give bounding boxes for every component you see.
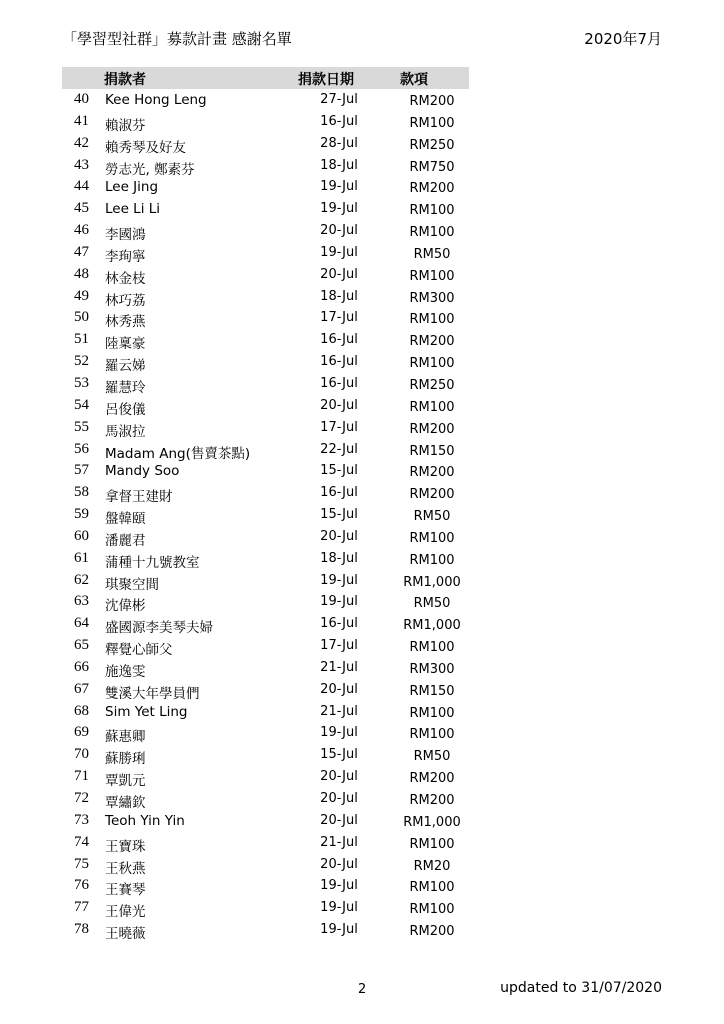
table-row: [62, 570, 469, 592]
donor-name: 李國鴻: [105, 227, 146, 244]
donor-name: 羅云娣: [105, 358, 146, 375]
row-number: 52: [74, 353, 89, 370]
donation-date: 19-Jul: [320, 900, 358, 916]
donation-date: 16-Jul: [320, 332, 358, 348]
donation-amount: RM50: [413, 246, 451, 262]
donation-date: 18-Jul: [320, 288, 358, 304]
table-row: [62, 89, 469, 111]
donation-date: 20-Jul: [320, 791, 358, 806]
donation-amount: RM200: [409, 465, 455, 481]
donation-date: 19-Jul: [320, 179, 358, 195]
donation-amount: RM100: [409, 203, 455, 219]
table-row: [62, 701, 469, 723]
donor-name: 李珣寧: [105, 248, 146, 265]
donor-name: Lee Li Li: [105, 201, 161, 218]
donation-amount: RM100: [409, 902, 455, 918]
donation-date: 19-Jul: [320, 201, 358, 217]
column-header-amount: 款項: [400, 72, 428, 88]
donor-name: 賴淑芬: [105, 117, 146, 134]
donation-date: 15-Jul: [320, 747, 358, 763]
row-number: 72: [74, 790, 89, 806]
donation-amount: RM100: [409, 640, 455, 656]
row-number: 61: [74, 549, 89, 566]
donor-name: Sim Yet Ling: [105, 703, 188, 720]
updated-note: updated to 31/07/2020: [500, 980, 662, 996]
donor-name: 林巧荔: [105, 292, 146, 309]
donor-name: 琪聚空間: [105, 576, 159, 593]
donation-amount: RM50: [413, 749, 451, 765]
donation-date: 18-Jul: [320, 550, 358, 566]
donor-name: 王秋燕: [105, 860, 146, 877]
donation-amount: RM200: [409, 94, 455, 109]
row-number: 45: [74, 200, 89, 217]
donor-name: 覃凱元: [105, 773, 146, 790]
donation-date: 20-Jul: [320, 681, 358, 697]
donor-name: 羅慧玲: [105, 379, 146, 396]
table-row: [62, 395, 469, 417]
table-row: [62, 679, 469, 701]
donation-amount: RM200: [409, 793, 455, 808]
donation-amount: RM200: [409, 334, 455, 350]
row-number: 64: [74, 615, 89, 632]
donation-date: 19-Jul: [320, 572, 358, 588]
table-row: [62, 417, 469, 439]
donation-date: 20-Jul: [320, 266, 358, 282]
table-row: [62, 744, 469, 766]
donor-name: 陸稟豪: [105, 336, 146, 353]
row-number: 71: [74, 768, 89, 785]
donation-amount: RM100: [409, 356, 455, 372]
row-number: 58: [74, 484, 89, 501]
table-row: [62, 460, 469, 482]
donation-date: 15-Jul: [320, 507, 358, 523]
donation-date: 19-Jul: [320, 878, 358, 894]
row-number: 43: [74, 156, 89, 173]
row-number: 42: [74, 134, 89, 151]
donation-date: 21-Jul: [320, 659, 358, 675]
donation-date: 20-Jul: [320, 769, 358, 785]
table-row: [62, 788, 469, 810]
row-number: 40: [74, 91, 89, 107]
donor-name: 蘇惠卿: [105, 729, 146, 746]
row-number: 67: [74, 680, 89, 697]
table-row: [62, 635, 469, 657]
table-row: [62, 373, 469, 395]
donation-amount: RM150: [409, 683, 455, 699]
donor-table: [62, 67, 469, 941]
donation-amount: RM300: [409, 661, 455, 677]
table-row: [62, 854, 469, 876]
row-number: 75: [74, 855, 89, 872]
row-number: 78: [74, 921, 89, 938]
table-row: [62, 220, 469, 242]
donation-date: 20-Jul: [320, 528, 358, 544]
donor-name: 王賽琴: [105, 882, 146, 899]
donation-date: 16-Jul: [320, 354, 358, 370]
row-number: 74: [74, 833, 89, 850]
row-number: 70: [74, 746, 89, 763]
table-row: [62, 307, 469, 329]
donation-date: 16-Jul: [320, 485, 358, 501]
donor-name: Lee Jing: [105, 179, 159, 196]
donation-amount: RM1,000: [403, 618, 461, 634]
donor-name: 賴秀琴及好友: [105, 139, 186, 156]
donation-date: 16-Jul: [320, 375, 358, 391]
table-row: [62, 198, 469, 220]
row-number: 47: [74, 243, 89, 260]
donation-amount: RM100: [409, 705, 455, 721]
donation-date: 19-Jul: [320, 244, 358, 260]
column-header-donor: 捐款者: [104, 72, 146, 88]
donation-amount: RM100: [409, 530, 455, 546]
table-row: [62, 832, 469, 854]
donation-date: 22-Jul: [320, 441, 358, 457]
table-row: [62, 657, 469, 679]
donor-name: 王曉薇: [105, 926, 146, 943]
donor-name: 林秀燕: [105, 314, 146, 331]
row-number: 49: [74, 287, 89, 304]
donation-amount: RM100: [409, 312, 455, 328]
donor-name: 王寶珠: [105, 838, 146, 855]
donation-date: 17-Jul: [320, 310, 358, 326]
row-number: 60: [74, 527, 89, 544]
row-number: 76: [74, 877, 89, 894]
row-number: 57: [74, 462, 89, 479]
row-number: 63: [74, 593, 89, 610]
table-row: [62, 133, 469, 155]
donor-name: 王偉光: [105, 904, 146, 921]
donation-date: 20-Jul: [320, 812, 358, 828]
table-row: [62, 766, 469, 788]
donor-name: Teoh Yin Yin: [105, 812, 185, 829]
donation-date: 20-Jul: [320, 397, 358, 413]
donation-amount: RM200: [409, 924, 455, 940]
row-number: 68: [74, 702, 89, 719]
table-row: [62, 591, 469, 613]
donation-amount: RM200: [409, 181, 455, 197]
row-number: 65: [74, 637, 89, 654]
donation-date: 16-Jul: [320, 113, 358, 129]
donation-date: 19-Jul: [320, 922, 358, 938]
donor-name: 蘇勝琍: [105, 751, 146, 768]
donor-name: 呂俊儀: [105, 401, 146, 418]
donation-date: 20-Jul: [320, 223, 358, 239]
donor-name: Madam Ang(售賣茶點): [105, 445, 251, 462]
donation-date: 16-Jul: [320, 616, 358, 632]
donation-amount: RM200: [409, 421, 455, 437]
donation-date: 20-Jul: [320, 856, 358, 872]
table-row: [62, 351, 469, 373]
donation-date: 19-Jul: [320, 594, 358, 610]
donor-name: Mandy Soo: [105, 463, 180, 480]
donation-date: 17-Jul: [320, 419, 358, 435]
donation-amount: RM100: [409, 727, 455, 743]
donor-name: 蒲種十九號教室: [105, 554, 200, 571]
table-row: [62, 482, 469, 504]
donor-name: 施逸雯: [105, 663, 146, 680]
row-number: 54: [74, 396, 89, 413]
table-row: [62, 329, 469, 351]
donation-amount: RM100: [409, 115, 455, 131]
table-row: [62, 504, 469, 526]
row-number: 41: [74, 112, 89, 129]
donation-amount: RM200: [409, 487, 455, 503]
donation-amount: RM1,000: [403, 814, 461, 830]
row-number: 69: [74, 724, 89, 741]
donation-date: 15-Jul: [320, 463, 358, 479]
table-header: [62, 67, 469, 89]
donation-date: 27-Jul: [320, 92, 358, 107]
donation-date: 21-Jul: [320, 703, 358, 719]
donation-amount: RM100: [409, 399, 455, 415]
donor-name: 沈偉彬: [105, 598, 146, 615]
donation-amount: RM150: [409, 443, 455, 459]
row-number: 56: [74, 440, 89, 457]
donation-amount: RM100: [409, 836, 455, 852]
page-number: 2: [358, 982, 367, 997]
donor-name: 盛國源李美琴夫婦: [105, 620, 213, 637]
donation-amount: RM250: [409, 377, 455, 393]
table-row: [62, 439, 469, 461]
donation-amount: RM1,000: [403, 574, 461, 590]
donation-amount: RM100: [409, 880, 455, 896]
table-row: [62, 919, 469, 941]
table-row: [62, 264, 469, 286]
row-number: 50: [74, 309, 89, 326]
donation-date: 18-Jul: [320, 157, 358, 173]
donation-date: 28-Jul: [320, 135, 358, 151]
table-row: [62, 613, 469, 635]
row-number: 48: [74, 265, 89, 282]
donor-name: 馬淑拉: [105, 423, 146, 440]
donor-name: 覃繡欽: [105, 795, 146, 811]
table-row: [62, 242, 469, 264]
donation-date: 19-Jul: [320, 725, 358, 741]
table-row: [62, 176, 469, 198]
table-row: [62, 875, 469, 897]
document-date: 2020年7月: [584, 30, 662, 48]
table-row: [62, 897, 469, 919]
row-number: 77: [74, 899, 89, 916]
donation-amount: RM50: [413, 596, 451, 612]
donation-amount: RM200: [409, 771, 455, 787]
column-header-date: 捐款日期: [298, 72, 354, 88]
donation-amount: RM20: [413, 858, 451, 874]
donation-date: 21-Jul: [320, 834, 358, 850]
row-number: 62: [74, 571, 89, 588]
document-title: 「學習型社群」募款計畫 感謝名單: [62, 30, 292, 48]
donor-name: 釋覺心師父: [105, 642, 173, 659]
table-row: [62, 548, 469, 570]
row-number: 55: [74, 418, 89, 435]
donor-name: 潘麗君: [105, 532, 146, 549]
donation-amount: RM250: [409, 137, 455, 153]
donor-name: 拿督王建財: [105, 489, 173, 506]
table-row: [62, 111, 469, 133]
table-body: [62, 89, 469, 941]
table-row: [62, 722, 469, 744]
donation-amount: RM100: [409, 225, 455, 241]
table-row: [62, 155, 469, 177]
row-number: 46: [74, 222, 89, 239]
donor-name: 林金枝: [105, 270, 146, 287]
table-row: [62, 526, 469, 548]
donation-amount: RM750: [409, 159, 455, 175]
donation-amount: RM100: [409, 552, 455, 568]
donor-name: Kee Hong Leng: [105, 92, 207, 108]
donor-name: 勞志光, 鄭素芬: [105, 161, 195, 178]
row-number: 51: [74, 331, 89, 348]
row-number: 66: [74, 658, 89, 675]
donation-amount: RM50: [413, 509, 451, 525]
donation-amount: RM100: [409, 268, 455, 284]
donor-name: 盤韓頤: [105, 511, 146, 528]
row-number: 44: [74, 178, 89, 195]
row-number: 59: [74, 506, 89, 523]
donation-amount: RM300: [409, 290, 455, 306]
donor-name: 雙溪大年學員們: [105, 685, 200, 702]
row-number: 73: [74, 811, 89, 828]
donation-date: 17-Jul: [320, 638, 358, 654]
row-number: 53: [74, 374, 89, 391]
table-row: [62, 286, 469, 308]
table-row: [62, 810, 469, 832]
